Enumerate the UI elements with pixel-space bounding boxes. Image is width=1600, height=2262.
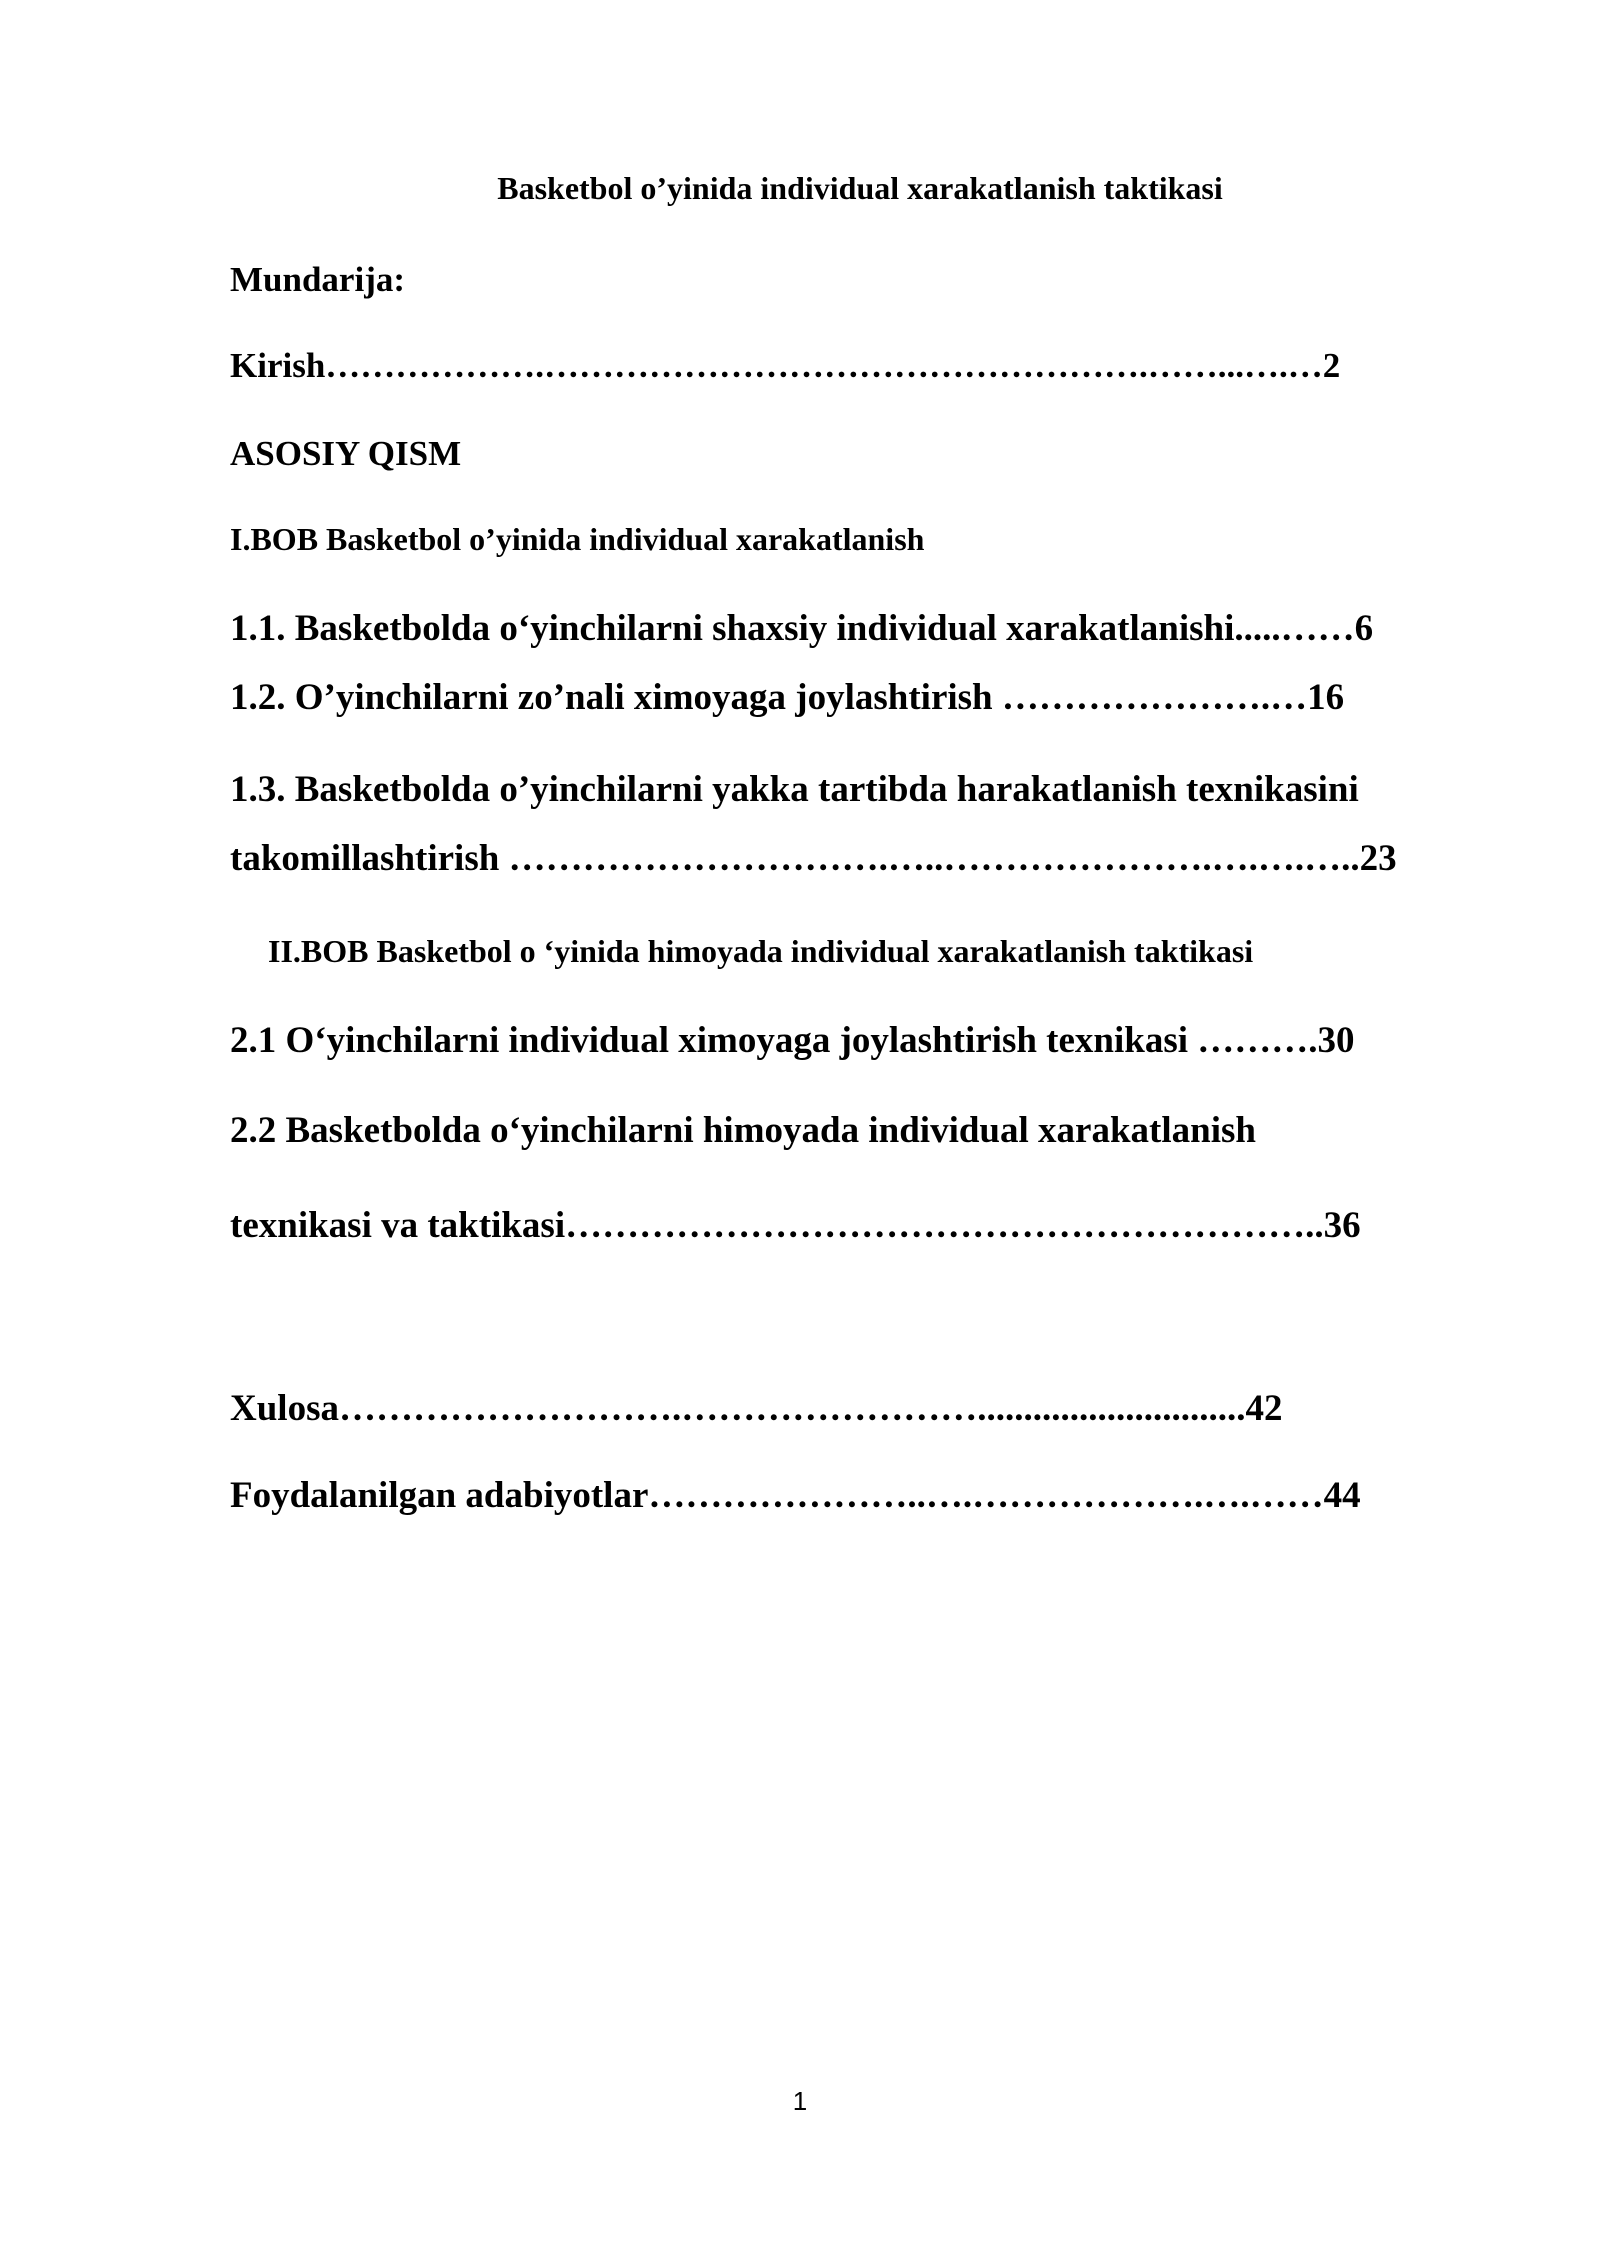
toc-entry-2-2-continued: texnikasi va taktikasi……………………………………………………..36 xyxy=(230,1205,1361,1246)
toc-entry-references: Foydalanilgan adabiyotlar…………………..….……………….….……44 xyxy=(230,1475,1361,1516)
toc-entry-xulosa: Xulosa……………………….…………………….............................42 xyxy=(230,1388,1283,1429)
toc-entry-2-2: 2.2 Basketbolda o‘yinchilarni himoyada individual xarakatlanish xyxy=(230,1110,1256,1151)
document-title: Basketbol o’yinida individual xarakatlanish taktikasi xyxy=(497,170,1223,206)
toc-entry-kirish: Kirish……………….…………………………………………….……...….…2 xyxy=(230,346,1341,385)
toc-entry-1-3-continued: takomillashtirish ………………………….…..………………….….….…..23 xyxy=(230,838,1397,879)
contents-heading: Mundarija: xyxy=(230,260,405,299)
page-number: 1 xyxy=(792,2086,808,2116)
toc-chapter-2: II.BOB Basketbol o ‘yinida himoyada individual xarakatlanish taktikasi xyxy=(268,933,1254,969)
toc-main-part: ASOSIY QISM xyxy=(230,434,462,473)
toc-chapter-1: I.BOB Basketbol o’yinida individual xarakatlanish xyxy=(230,521,925,557)
toc-entry-2-1: 2.1 O‘yinchilarni individual ximoyaga joylashtirish texnikasi ……….30 xyxy=(230,1020,1355,1061)
toc-entry-1-3: 1.3. Basketbolda o’yinchilarni yakka tartibda harakatlanish texnikasini xyxy=(230,769,1359,810)
toc-entry-1-1: 1.1. Basketbolda o‘yinchilarni shaxsiy individual xarakatlanishi.....……6 xyxy=(230,608,1374,649)
toc-entry-1-2: 1.2. O’yinchilarni zo’nali ximoyaga joylashtirish ………………….…16 xyxy=(230,677,1345,718)
